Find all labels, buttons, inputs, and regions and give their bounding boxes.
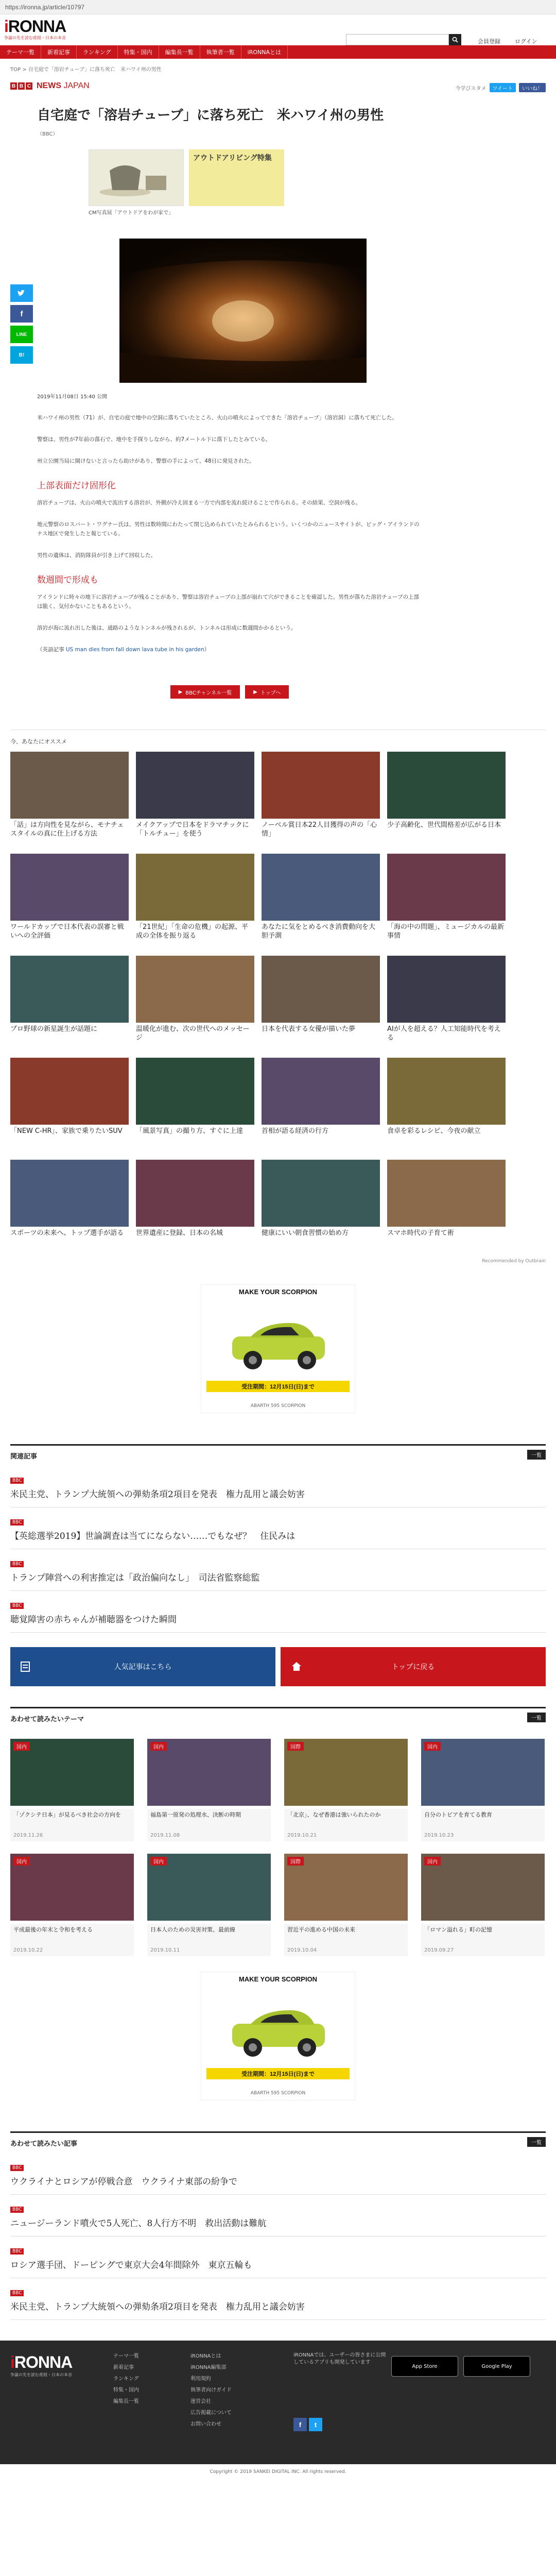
theme-card[interactable] — [284, 1739, 408, 1841]
recommend-caption: スマホ時代の子育て術 — [387, 1229, 454, 1237]
footer-link[interactable]: 運営会社 — [190, 2399, 211, 2404]
recommend-thumbnail — [262, 1058, 380, 1125]
tweet-button[interactable]: ツイート — [490, 83, 516, 92]
theme-badge: 国内 — [13, 1857, 30, 1866]
breadcrumb[interactable]: TOP > 自宅庭で「溶岩チューブ」に落ち死亡 米ハワイ州の男性 — [10, 67, 162, 73]
footer-logo-word: RONNA — [14, 2353, 73, 2371]
news-tag: BBC — [10, 2207, 24, 2213]
recommend-caption: 「話」は方向性を見ながら、モナチェスタイルの真に仕上げる方法 — [10, 821, 124, 838]
readtoo-list — [10, 2153, 546, 2320]
footer-tagline: 争論の先を読む産経・日本の本音 — [10, 2372, 72, 2377]
recommend-item[interactable] — [136, 956, 254, 1050]
footer-link[interactable]: 新着記事 — [113, 2365, 134, 2370]
recommend-item[interactable] — [387, 854, 506, 948]
english-ref-link[interactable]: US man dies from fall down lava tube in his garden — [65, 647, 204, 653]
related-section — [10, 1444, 546, 1633]
home-icon — [291, 1660, 302, 1674]
theme-caption: 平成最後の年末と令和を考える — [10, 1924, 134, 1946]
recommend-caption: 温暖化が進む、次の世代へのメッセージ — [136, 1025, 250, 1042]
login-link[interactable]: ログイン — [515, 38, 537, 45]
ad-foot: ABARTH 595 SCORPION — [250, 2091, 306, 2096]
lava-tube-photo — [119, 239, 367, 383]
footer-link[interactable]: iRONNA編集部 — [190, 2365, 227, 2370]
recommend-caption: 健康にいい朝食習慣の始め方 — [262, 1229, 349, 1237]
search-icon — [452, 37, 458, 43]
news-row[interactable] — [10, 1507, 546, 1549]
copyright: Copyright © 2019 SANKEI DIGITAL INC. All rights reserved. — [0, 2464, 556, 2481]
nav-item-themes[interactable]: テーマ一覧 — [0, 45, 41, 59]
recommend-item[interactable] — [10, 1058, 129, 1153]
display-ad-2[interactable] — [201, 1972, 355, 2100]
news-title: 米民主党、トランプ大統領への弾劾条項2項目を発表 権力乱用と議会妨害 — [10, 1489, 305, 1500]
theme-date: 2019.10.04 — [284, 1946, 408, 1956]
search-box — [346, 34, 461, 45]
recommend-caption: 「風景写真」の撮り方、すぐに上達 — [136, 1127, 244, 1135]
recommend-item[interactable] — [387, 752, 506, 846]
cta-row — [10, 1647, 546, 1686]
recommend-thumbnail — [10, 854, 129, 921]
paragraph: 米ハワイ州の男性（71）が、自宅の庭で地中の空洞に落ちていたところ、火山の噴火によってできた「溶岩チューブ」（溶岩洞）に落ちて死亡した。 — [37, 415, 397, 421]
footer-logo[interactable] — [10, 2353, 72, 2378]
recommend-thumbnail — [387, 956, 506, 1023]
footer-link[interactable]: 特集・国内 — [113, 2387, 139, 2393]
side-hatena-button[interactable] — [10, 346, 33, 364]
recommend-item[interactable] — [262, 1160, 380, 1255]
recommend-thumbnail — [262, 1160, 380, 1227]
recommend-title: 今、あなたにオススメ — [10, 738, 67, 745]
news-title: 聴覚障害の赤ちゃんが補聴器をつけた瞬間 — [10, 1615, 177, 1625]
subheading: 数週間で形成も — [37, 575, 98, 585]
recommend-caption: AIが人を超える？人工知能時代を考える — [387, 1025, 501, 1042]
article-source: （BBC） — [37, 131, 58, 137]
share-top — [456, 83, 546, 92]
document-icon — [21, 1662, 30, 1674]
theme-badge: 国内 — [13, 1742, 30, 1751]
ad-brand: MAKE YOUR SCORPION — [238, 1288, 318, 1296]
side-twitter-button[interactable] — [10, 284, 33, 302]
theme-badge: 国内 — [424, 1742, 441, 1751]
english-ref-label: （英語記事 — [37, 647, 64, 653]
recommend-caption: 「21世紀」「生命の危機」の起源、平成の全体を振り返る — [136, 923, 249, 940]
nav-item-ranking[interactable]: ランキング — [77, 45, 118, 59]
recommend-caption: 世界遺産に登録、日本の名城 — [136, 1229, 223, 1237]
paragraph: アイランドに時々の地下に溶岩チューブが残ることがあり、警察は溶岩チューブの上部が崩れて穴ができることを確認した。男性が落ちた溶岩チューブの上部は脆く、気付かないこともあるという。 — [37, 594, 420, 609]
site-footer — [0, 2341, 556, 2464]
popular-label: 人気記事はこちら — [114, 1663, 172, 1671]
english-reference: （英語記事 US man dies from fall down lava tube in his garden） — [37, 647, 210, 653]
related-title: 関連記事 — [10, 1452, 38, 1460]
readtoo-title: あわせて読みたい記事 — [10, 2140, 78, 2147]
news-row[interactable] — [10, 1466, 546, 1507]
recommend-thumbnail — [10, 956, 129, 1023]
footer-link[interactable]: 執筆者向けガイド — [190, 2387, 232, 2393]
recommend-thumbnail — [262, 956, 380, 1023]
news-title: ウクライナとロシアが停戦合意 ウクライナ東部の紛争で — [10, 2177, 237, 2187]
bbc-news-japan-text — [37, 81, 90, 91]
news-title: ニュージーランド噴火で5人死亡、8人行方不明 救出活動は難航 — [10, 2218, 267, 2229]
news-row[interactable] — [10, 2236, 546, 2278]
display-ad[interactable] — [201, 1284, 355, 1413]
brand-news: NEWS — [37, 81, 61, 90]
bbc-channel-button[interactable] — [170, 685, 240, 699]
line-icon: LINE — [16, 332, 27, 337]
footer-link[interactable]: テーマ一覧 — [113, 2353, 139, 2359]
readtoo-more-link[interactable]: 一覧 — [527, 2137, 546, 2147]
footer-link[interactable]: お問い合わせ — [190, 2421, 221, 2427]
news-title: ロシア選手団、ドーピングで東京大会4年間除外 東京五輪も — [10, 2260, 252, 2270]
news-row[interactable] — [10, 2195, 546, 2236]
url-text: https://ironna.jp/article/10797 — [5, 4, 85, 11]
recommend-item[interactable] — [10, 752, 129, 846]
news-row[interactable] — [10, 1591, 546, 1633]
recommend-thumbnail — [387, 854, 506, 921]
nav-item-writers[interactable]: 執筆者一覧 — [200, 45, 241, 59]
news-title: 米民主党、トランプ大統領への弾劾条項2項目を発表 権力乱用と議会妨害 — [10, 2302, 305, 2312]
news-tag: BBC — [10, 2290, 24, 2296]
brand-japan: JAPAN — [63, 81, 90, 90]
recommend-item[interactable] — [387, 956, 506, 1050]
ad-brand: MAKE YOUR SCORPION — [238, 1975, 318, 1983]
recommend-thumbnail — [10, 1058, 129, 1125]
theme-date: 2019.11.26 — [10, 1832, 134, 1841]
google-play-badge[interactable]: Google Play — [463, 2356, 530, 2377]
recommend-item[interactable] — [387, 1160, 506, 1255]
news-title: トランプ陣営への利害推定は「政治偏向なし」 司法省監察総監 — [10, 1573, 260, 1583]
theme-date: 2019.10.23 — [421, 1832, 545, 1841]
logo-tagline: 争論の先を読む産経・日本の本音 — [4, 36, 66, 40]
news-title: 【英総選挙2019】世論調査は当てにならない……でもなぜ？ 住民みは — [10, 1531, 296, 1541]
theme-thumbnail — [421, 1854, 545, 1921]
car-image — [222, 2003, 335, 2060]
theme-thumbnail — [284, 1739, 408, 1806]
footer-link[interactable]: 広告掲載について — [190, 2410, 232, 2416]
share-label: 今学びスタメ — [455, 86, 486, 92]
nav-item-editors[interactable]: 編集長一覧 — [159, 45, 200, 59]
paragraph: 警察は、男性が7年前の落石で、地中を手探りしながら、約7メートル下に落下したとみている。 — [37, 436, 271, 443]
arrow-right-icon: ▶ — [178, 689, 183, 695]
news-tag: BBC — [10, 1519, 24, 1526]
recommend-thumbnail — [136, 854, 254, 921]
subheading: 上部表面だけ固形化 — [37, 481, 116, 491]
theme-thumbnail — [10, 1854, 134, 1921]
recommend-item[interactable] — [387, 1058, 506, 1153]
news-tag: BBC — [10, 2248, 24, 2255]
news-tag: BBC — [10, 1561, 24, 1567]
footer-nav-2 — [190, 2351, 232, 2430]
bbc-channel-label: BBCチャンネル一覧 — [185, 690, 232, 696]
lava-tube-image — [119, 239, 367, 383]
recommend-caption: 少子高齢化、世代間格差が広がる日本 — [387, 821, 501, 829]
recommend-thumbnail — [136, 752, 254, 819]
news-row[interactable] — [10, 2153, 546, 2195]
bbc-letter-c: C — [26, 82, 32, 90]
theme-thumbnail — [284, 1854, 408, 1921]
theme-thumbnail — [147, 1739, 271, 1806]
theme-date: 2019.09.27 — [421, 1946, 545, 1956]
theme-badge: 国際 — [287, 1857, 304, 1866]
recommend-caption: ワールドカップで日本代表の誤審と戦いへの全評価 — [10, 923, 124, 940]
article-area — [10, 81, 546, 699]
recommend-thumbnail — [136, 1160, 254, 1227]
recommend-item[interactable] — [136, 854, 254, 948]
inline-ad[interactable] — [89, 149, 284, 216]
outbrain-credit[interactable]: Recommended by Outbrain — [482, 1259, 546, 1264]
related-more-link[interactable]: 一覧 — [527, 1450, 546, 1460]
recommend-thumbnail — [136, 1058, 254, 1125]
footer-link[interactable]: 利用規約 — [190, 2376, 211, 2382]
popular-articles-button[interactable] — [10, 1647, 275, 1686]
twitter-icon — [18, 290, 26, 297]
theme-card[interactable] — [10, 1739, 134, 1841]
photo-caption: 2019年11月08日 15:40 公開 — [37, 394, 108, 400]
site-logo[interactable] — [4, 18, 76, 41]
top-label: トップへ — [260, 690, 281, 696]
news-tag: BBC — [10, 2165, 24, 2171]
nav-item-feature[interactable]: 特集・国内 — [118, 45, 159, 59]
recommend-caption: ノーベル賞日本22人目獲得の声の「心情」 — [262, 821, 377, 838]
theme-title: あわせて読みたいテーマ — [10, 1715, 84, 1723]
recommend-caption: 食卓を彩るレシピ、今夜の献立 — [387, 1127, 481, 1135]
recommend-thumbnail — [262, 752, 380, 819]
app-store-badge[interactable]: App Store — [391, 2356, 458, 2377]
footer-app-text: iRONNAでは、ユーザーの皆さまに公開しているアプリも開発しています — [293, 2352, 386, 2365]
recommend-item[interactable] — [136, 752, 254, 846]
recommend-thumbnail — [10, 752, 129, 819]
article-title: 自宅庭で「溶岩チューブ」に落ち死亡 米ハワイ州の男性 — [37, 108, 384, 123]
nav-item-new[interactable]: 新着記事 — [41, 45, 77, 59]
ad-caption: CM写真展「アウトドアをわが家で」 — [89, 210, 174, 216]
recommend-thumbnail — [387, 1058, 506, 1125]
theme-thumbnail — [10, 1739, 134, 1806]
recommend-item[interactable] — [10, 854, 129, 948]
theme-card[interactable] — [147, 1854, 271, 1956]
nav-item-about[interactable]: iRONNAとは — [241, 45, 288, 59]
bbc-letter-b: B — [10, 82, 17, 90]
recommend-caption: あなたに気をとめるべき消費動向を大胆予測 — [262, 923, 376, 940]
theme-caption: 「ゾクシテ日本」が見るべき社会の方向を — [10, 1809, 134, 1832]
theme-card[interactable] — [147, 1739, 271, 1841]
news-row[interactable] — [10, 1549, 546, 1591]
bbc-letter-b2: B — [18, 82, 25, 90]
search-input[interactable] — [346, 34, 449, 45]
paragraph: 溶岩チューブは、火山の噴火で流出する溶岩が、外側が冷え固まる一方で内部を流れ続けることで作られる。その結果、空洞が残る。 — [37, 500, 361, 506]
news-row[interactable] — [10, 2278, 546, 2320]
recommend-thumbnail — [136, 956, 254, 1023]
back-to-top-label: トップに戻る — [391, 1663, 435, 1671]
theme-more-link[interactable]: 一覧 — [527, 1713, 546, 1722]
footer-nav-1 — [113, 2351, 139, 2408]
paragraph: 溶岩が海に流れ出した後は、通路のようなトンネルが残されるが、トンネルは形成に数週間かかるという。 — [37, 625, 297, 631]
recommend-caption: 「NEW C-HR」、家族で乗りたいSUV — [10, 1127, 123, 1135]
like-button[interactable]: いいね！ — [519, 83, 546, 92]
recommend-caption: プロ野球の新星誕生が話題に — [10, 1025, 98, 1033]
recommend-item[interactable] — [262, 854, 380, 948]
theme-caption: 日本人のための災害対策、最前線 — [147, 1924, 271, 1946]
side-share-bar — [10, 284, 35, 367]
recommend-grid — [10, 752, 546, 1255]
theme-card[interactable] — [284, 1854, 408, 1956]
recommend-item[interactable] — [10, 956, 129, 1050]
search-button[interactable] — [449, 34, 461, 45]
site-header — [0, 14, 556, 45]
theme-badge: 国際 — [287, 1742, 304, 1751]
readtoo-section — [10, 2131, 546, 2320]
article-body — [10, 107, 546, 699]
recommend-caption: 「海の中の問題」、ミュージカルの最新事情 — [387, 923, 504, 940]
paragraph: 州立公園当局に開けないと言ったら助けがあり、警察の手によって、48日に発見された。 — [37, 458, 255, 464]
theme-section — [10, 1707, 546, 1956]
logo-word: RONNA — [8, 17, 66, 36]
side-facebook-button[interactable] — [10, 305, 33, 323]
paragraph: 地元警察のロスバート・ワグナー氏は、男性は数時間にわたって閉じ込められていたとみられるという。いくつかのニュースサイトが、ビッグ・アイランドのナス地区で発生したと報じている。 — [37, 521, 420, 537]
theme-caption: 「北京」、なぜ香港は強いられたのか — [284, 1809, 408, 1832]
theme-card[interactable] — [421, 1854, 545, 1956]
recommend-item[interactable] — [136, 1058, 254, 1153]
theme-caption: 福島第一原発の処理水、決断の時期 — [147, 1809, 271, 1832]
theme-date: 2019.10.21 — [284, 1832, 408, 1841]
paragraph: 男性の遺体は、消防隊員が引き上げて回収した。 — [37, 552, 156, 558]
back-to-top-button[interactable] — [281, 1647, 546, 1686]
recommend-item[interactable] — [10, 1160, 129, 1255]
recommend-thumbnail — [10, 1160, 129, 1227]
related-list — [10, 1466, 546, 1633]
footer-link[interactable]: ランキング — [113, 2376, 139, 2382]
theme-date: 2019.10.22 — [10, 1946, 134, 1956]
theme-caption: 「ロマン溢れる」町の記憶 — [421, 1924, 545, 1946]
article-tags — [37, 685, 422, 699]
footer-logo-i: i — [10, 2353, 14, 2371]
recommend-caption: 首相が語る経済の行方 — [262, 1127, 329, 1135]
facebook-icon[interactable]: f — [293, 2418, 307, 2431]
ad-foot: ABARTH 595 SCORPION — [250, 1403, 306, 1409]
twitter-icon[interactable]: t — [309, 2418, 322, 2431]
theme-card[interactable] — [421, 1739, 545, 1841]
ad-headline: アウトドアリビング特集 — [189, 149, 284, 206]
recommend-thumbnail — [262, 854, 380, 921]
footer-sns — [293, 2418, 322, 2431]
recommend-item[interactable] — [262, 956, 380, 1050]
recommend-caption: スポーツの未来へ、トップ選手が語る — [10, 1229, 124, 1237]
arrow-right-icon: ▶ — [253, 689, 257, 695]
car-image — [222, 1316, 335, 1372]
theme-thumbnail — [421, 1739, 545, 1806]
register-link[interactable]: 会員登録 — [478, 38, 500, 45]
ad-band: 受注期間：12月15日(日)まで — [206, 1381, 350, 1392]
recommend-item[interactable] — [262, 1058, 380, 1153]
facebook-icon: f — [20, 309, 23, 318]
global-nav — [0, 45, 556, 59]
theme-date: 2019.11.08 — [147, 1832, 271, 1841]
ad-image — [89, 149, 184, 206]
hatena-icon: B! — [19, 352, 25, 358]
theme-card[interactable] — [10, 1854, 134, 1956]
recommend-thumbnail — [387, 1160, 506, 1227]
theme-badge: 国内 — [150, 1857, 167, 1866]
footer-link[interactable]: iRONNAとは — [190, 2353, 221, 2359]
theme-caption: 習近平の進める中国の未来 — [284, 1924, 408, 1946]
address-bar[interactable] — [0, 0, 556, 14]
recommend-thumbnail — [387, 752, 506, 819]
theme-grid — [10, 1739, 546, 1956]
outdoor-chair-image — [89, 150, 183, 206]
side-line-button[interactable] — [10, 326, 33, 343]
recommend-item[interactable] — [262, 752, 380, 846]
top-button[interactable] — [245, 685, 289, 699]
news-tag: BBC — [10, 1478, 24, 1484]
footer-link[interactable]: 編集長一覧 — [113, 2399, 139, 2404]
logo-i: i — [4, 17, 8, 36]
recommend-caption: メイクアップで日本をドラマチックに「トルチュー」を使う — [136, 821, 249, 838]
theme-thumbnail — [147, 1854, 271, 1921]
ad-band: 受注期間：12月15日(日)まで — [206, 2068, 350, 2079]
theme-badge: 国内 — [150, 1742, 167, 1751]
recommend-item[interactable] — [136, 1160, 254, 1255]
news-tag: BBC — [10, 1603, 24, 1609]
recommend-caption: 日本を代表する女優が描いた夢 — [262, 1025, 356, 1033]
theme-caption: 自分のトビアを育てる教育 — [421, 1809, 545, 1832]
theme-badge: 国内 — [424, 1857, 441, 1866]
recommend-section — [10, 730, 546, 1264]
theme-date: 2019.10.11 — [147, 1946, 271, 1956]
